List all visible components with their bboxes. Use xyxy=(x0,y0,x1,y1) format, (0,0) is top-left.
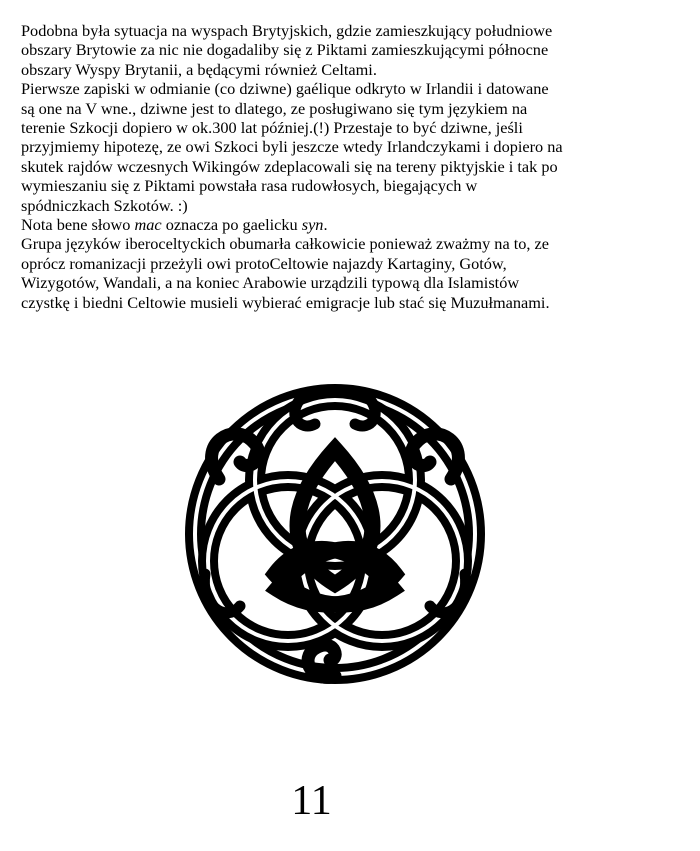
text-line: terenie Szkocji dopiero w ok.300 lat później.(!) Przestaje to być dziwne, jeśli xyxy=(21,118,523,138)
text-line: obszary Wyspy Brytanii, a będącymi również Celtami. xyxy=(21,59,377,79)
text-line: Grupa języków iberoceltyckich obumarła całkowicie ponieważ zważmy na to, ze xyxy=(21,234,550,254)
text-line: czystkę i biedni Celtowie musieli wybierać emigracje lub stać się Muzułmanami. xyxy=(21,292,550,312)
text-line: Wizygotów, Wandali, a na koniec Arabowie urządzili typową dla Islamistów xyxy=(21,273,520,293)
nota-meaning: syn xyxy=(301,215,324,235)
page-number: 11 xyxy=(291,778,332,824)
text-line: obszary Brytowie za nic nie dogadaliby się z Piktami zamieszkującymi północne xyxy=(21,40,549,60)
text-line: oprócz romanizacji przeżyli owi protoCeltowie najazdy Kartaginy, Gotów, xyxy=(21,253,507,273)
text-line: Pierwsze zapiski w odmianie (co dziwne) gaélique odkryto w Irlandii i datowane xyxy=(21,79,549,99)
nota-bene-line xyxy=(21,215,681,234)
nota-prefix: Nota bene słowo xyxy=(21,215,135,235)
nota-suffix: . xyxy=(323,215,328,235)
celtic-triquetra-knot-icon xyxy=(185,384,485,684)
text-line: Podobna była sytuacja na wyspach Brytyjskich, gdzie zamieszkujący południowe xyxy=(21,21,553,40)
text-line: spódniczkach Szkotów. :) xyxy=(21,195,188,215)
nota-middle: oznacza po gaelicku xyxy=(161,215,302,235)
text-line: są one na V wne., dziwne jest to dlatego, ze posługiwano się tym językiem na xyxy=(21,98,528,118)
body-text xyxy=(21,21,681,312)
text-line: wymieszaniu się z Piktami powstała rasa rudowłosych, biegających w xyxy=(21,176,478,196)
text-line: skutek rajdów wczesnych Wikingów zdeplacowali się na tereny piktyjskie i tak po xyxy=(21,156,558,176)
text-line: przyjmiemy hipotezę, ze owi Szkoci byli jeszcze wtedy Irlandczykami i dopiero na xyxy=(21,137,563,157)
nota-word: mac xyxy=(134,215,162,235)
